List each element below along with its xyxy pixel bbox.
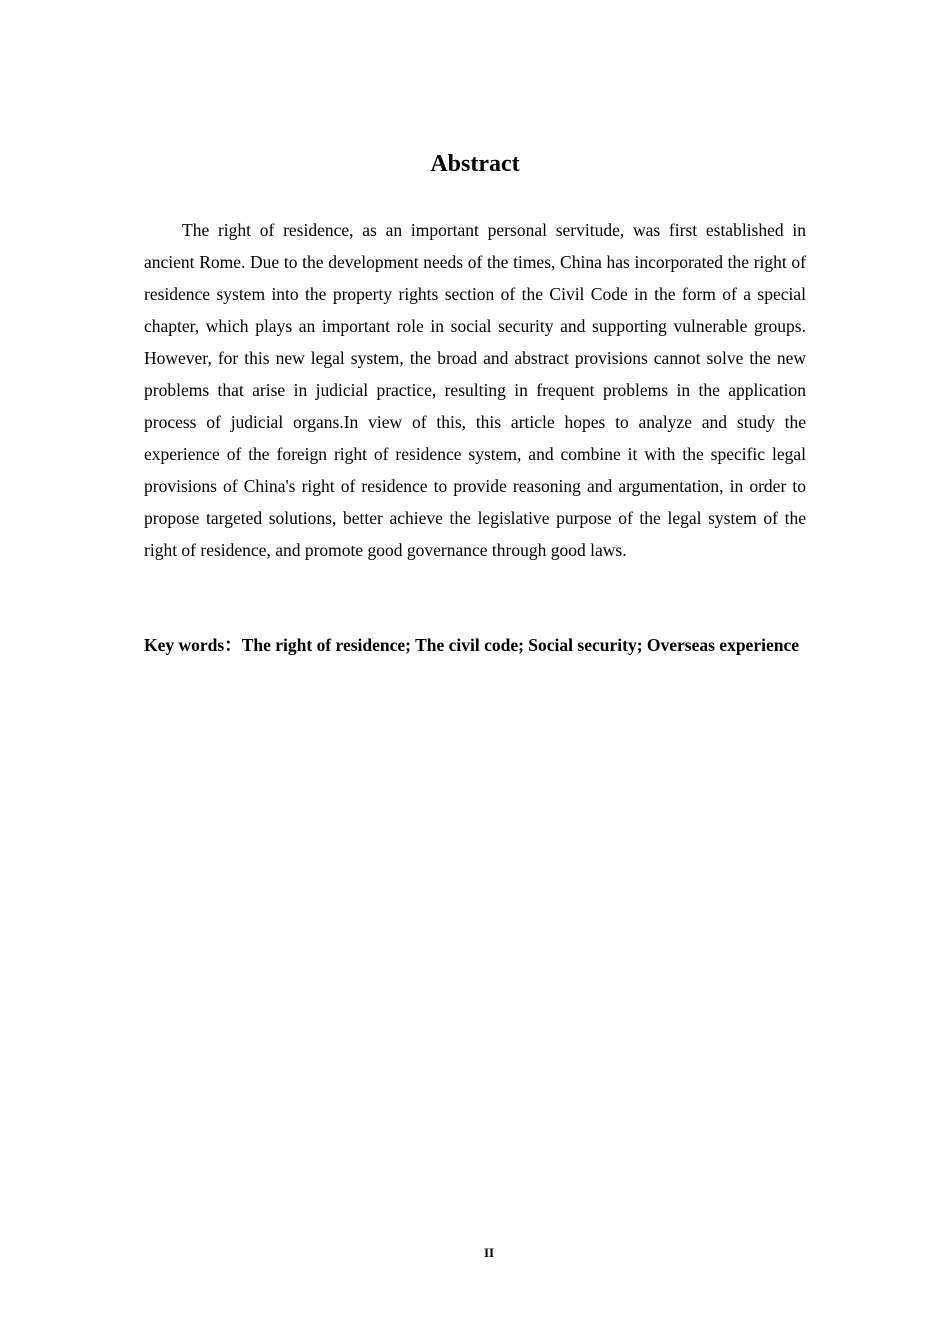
page-number: II bbox=[483, 1245, 495, 1260]
abstract-body: The right of residence, as an important personal servitude, was first established in ancient Rome. Due to the development needs of the times, China has incorporated the right of residence system into the property rights section of the Civil Code in the form of a special chapter, which plays an important role in social security and supporting vulnerable groups. However, for this new legal system, the broad and abstract provisions cannot solve the new problems that arise in judicial practice, resulting in frequent problems in the application process of judicial organs.In view of this, this article hopes to analyze and study the experience of the foreign right of residence system, and combine it with the specific legal provisions of China's right of residence to provide reasoning and argumentation, in order to propose targeted solutions, better achieve the legislative purpose of the legal system of the right of residence, and promote good governance through good laws. bbox=[144, 220, 806, 560]
keywords-list: The right of residence; The civil code; Social security; Overseas experience bbox=[241, 635, 799, 655]
keywords-label: Key words： bbox=[144, 635, 242, 655]
keywords-paragraph bbox=[144, 629, 806, 661]
abstract-title: Abstract bbox=[430, 151, 520, 177]
